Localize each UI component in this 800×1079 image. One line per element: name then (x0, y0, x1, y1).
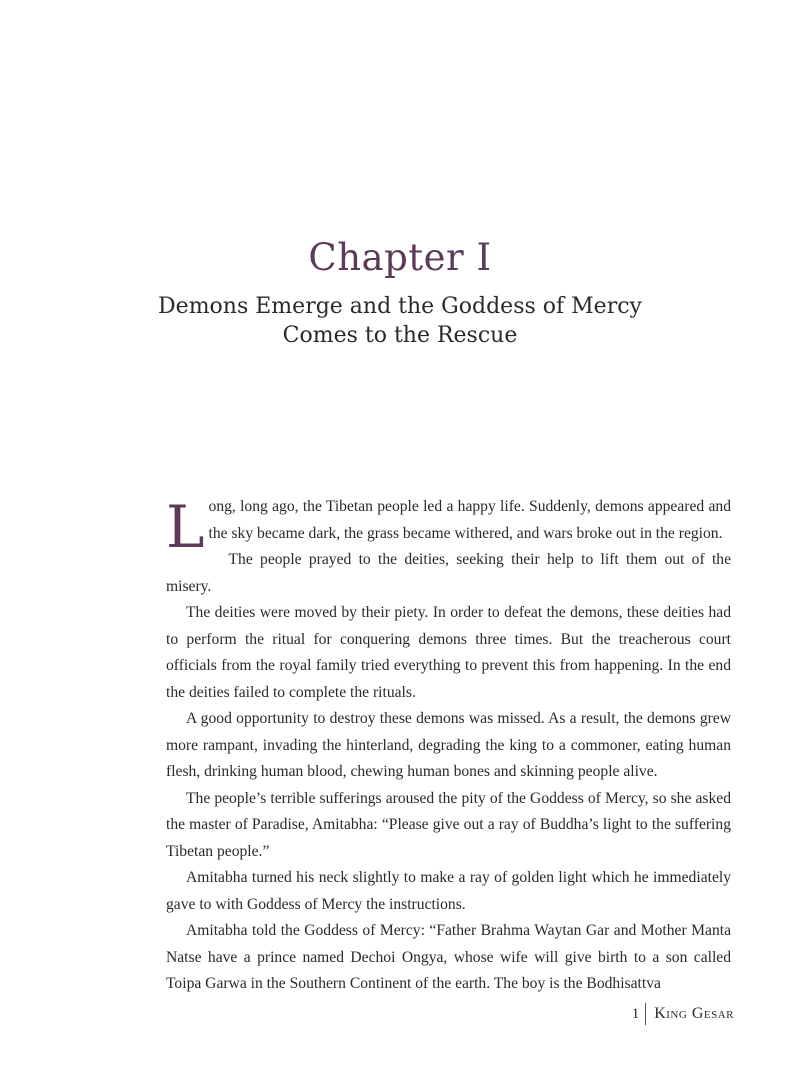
paragraph: The people prayed to the deities, seeking their help to lift them out of the misery. (166, 551, 731, 595)
paragraph: Amitabha told the Goddess of Mercy: “Father Brahma Waytan Gar and Mother Manta Natse have a prince named Dechoi Ongya, whose wife will give birth to a son called Toipa Garwa in the Southern Continent of the earth. The boy is the Bodhisattva (166, 922, 731, 992)
paragraph: The people’s terrible sufferings aroused the pity of the Goddess of Mercy, so she asked the master of Paradise, Amitabha: “Please give out a ray of Buddha’s light to the suffering Tibetan people.” (166, 789, 731, 860)
body-text (166, 494, 731, 998)
footer-divider (645, 1003, 646, 1025)
paragraph-text: ong, long ago, the Tibetan people led a happy life. Suddenly, demons appeared and the sky became dark, the grass became withered, and wars broke out in the region. (208, 498, 731, 542)
paragraph: Amitabha turned his neck slightly to make a ray of golden light which he immediately gave to with Goddess of Mercy the instructions. (166, 869, 731, 913)
chapter-subtitle-line-1: Demons Emerge and the Goddess of Mercy (158, 294, 642, 319)
page-footer (632, 1003, 734, 1025)
drop-cap: L (166, 493, 205, 561)
chapter-title: Chapter I (308, 236, 492, 279)
page-number: 1 (631, 1005, 640, 1022)
running-book-title: King Gesar (654, 1005, 734, 1022)
paragraph (166, 493, 731, 561)
chapter-subtitle-line-2: Comes to the Rescue (282, 323, 518, 348)
paragraph: A good opportunity to destroy these demons was missed. As a result, the demons grew more rampant, invading the hinterland, degrading the king to a commoner, eating human flesh, drinking human blood, chewing human bones and skinning people alive. (166, 710, 731, 780)
chapter-subtitle (0, 292, 800, 350)
paragraph: The deities were moved by their piety. In order to defeat the demons, these deities had to perform the ritual for conquering demons three times. But the treacherous court officials from the royal family tried everything to prevent this from happening. In the end the deities failed to complete the rituals. (166, 604, 731, 701)
